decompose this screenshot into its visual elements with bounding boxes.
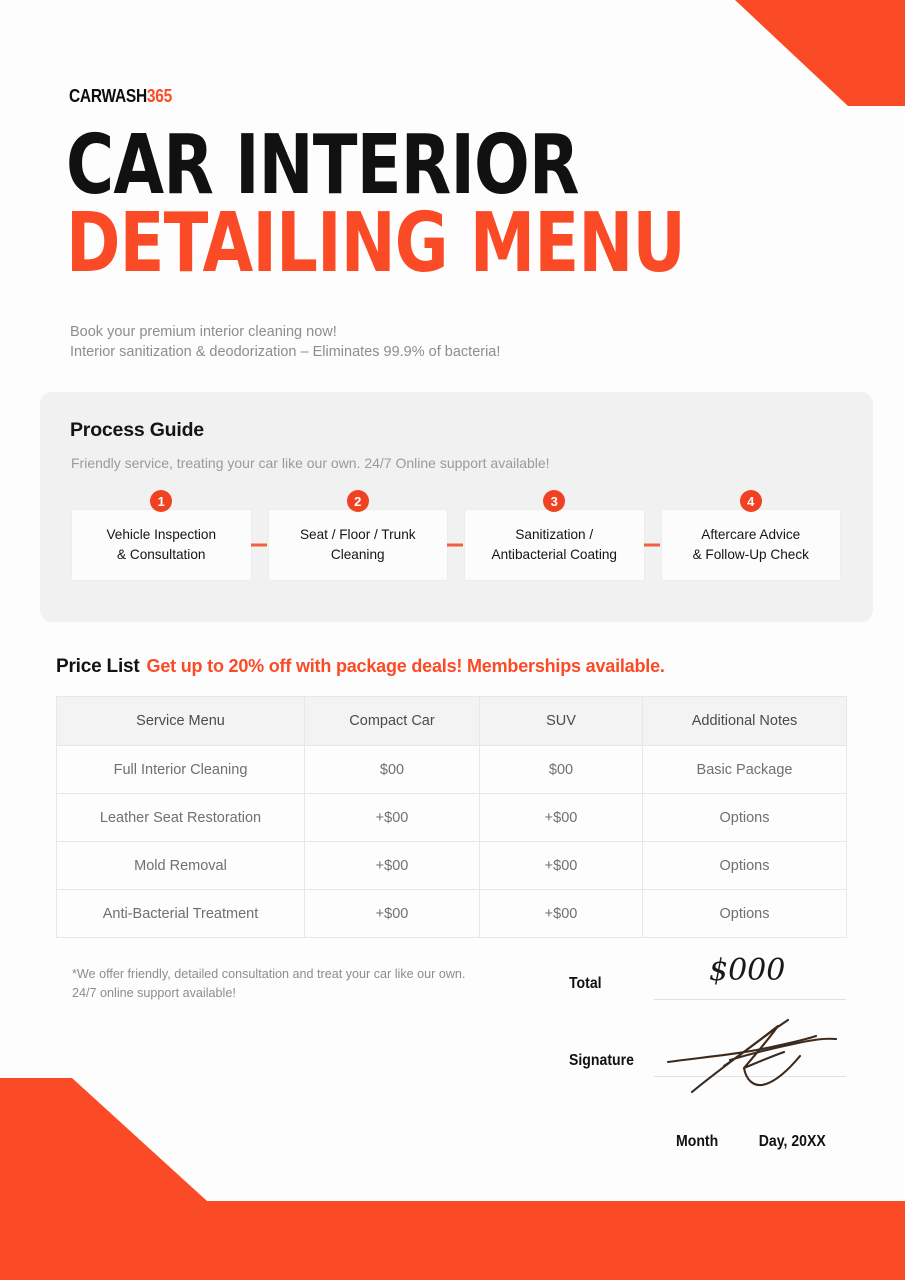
table-cell: +$00 bbox=[480, 794, 643, 842]
table-cell: Anti-Bacterial Treatment bbox=[57, 890, 305, 938]
table-row bbox=[57, 794, 847, 842]
process-step-2 bbox=[268, 493, 449, 581]
table-column-header: SUV bbox=[480, 697, 643, 746]
disclaimer-line-1: *We offer friendly, detailed consultation and treat your car like our own. bbox=[72, 967, 466, 981]
date-row bbox=[676, 1133, 826, 1151]
process-step-label: Aftercare Advice & Follow-Up Check bbox=[692, 527, 809, 562]
table-cell: Mold Removal bbox=[57, 842, 305, 890]
brand-logo-accent: 365 bbox=[146, 86, 172, 106]
table-cell: $00 bbox=[480, 746, 643, 794]
table-header-row bbox=[57, 697, 847, 746]
price-list-title: Price List bbox=[56, 656, 140, 677]
process-steps bbox=[71, 493, 841, 581]
table-cell: +$00 bbox=[480, 842, 643, 890]
disclaimer-line-2: 24/7 online support available! bbox=[72, 986, 236, 1000]
total-label: Total bbox=[569, 975, 602, 992]
step-connector bbox=[644, 544, 660, 547]
date-day-year: Day, 20XX bbox=[758, 1133, 826, 1150]
header-subcopy bbox=[70, 322, 500, 362]
date-month: Month bbox=[676, 1133, 719, 1150]
table-cell: +$00 bbox=[305, 890, 480, 938]
table-cell: +$00 bbox=[305, 794, 480, 842]
title-line-1: CAR INTERIOR bbox=[66, 118, 579, 213]
process-step-1 bbox=[71, 493, 252, 581]
process-guide-title: Process Guide bbox=[70, 419, 204, 441]
total-value: $000 bbox=[709, 953, 786, 988]
brand-logo bbox=[69, 86, 172, 107]
subcopy-line-2: Interior sanitization & deodorization – Eliminates 99.9% of bacteria! bbox=[70, 344, 501, 360]
process-step-label: Vehicle Inspection & Consultation bbox=[106, 527, 217, 562]
price-table bbox=[56, 696, 847, 938]
process-step-label: Seat / Floor / Trunk Cleaning bbox=[299, 527, 416, 562]
process-step-4 bbox=[661, 493, 842, 581]
step-connector bbox=[251, 544, 267, 547]
process-step-label: Sanitization / Antibacterial Coating bbox=[491, 527, 617, 562]
process-guide-subtitle: Friendly service, treating your car like our own. 24/7 Online support available! bbox=[71, 455, 550, 471]
table-row bbox=[57, 842, 847, 890]
step-number-badge: 2 bbox=[347, 490, 369, 512]
top-right-corner-decoration bbox=[700, 0, 905, 106]
brand-logo-main: CARWASH bbox=[69, 86, 147, 106]
page-title bbox=[66, 118, 826, 292]
price-list-heading bbox=[56, 656, 665, 678]
disclaimer-note bbox=[72, 965, 552, 1003]
table-cell: Options bbox=[643, 794, 847, 842]
table-cell: Basic Package bbox=[643, 746, 847, 794]
table-cell: Full Interior Cleaning bbox=[57, 746, 305, 794]
subcopy-line-1: Book your premium interior cleaning now! bbox=[70, 324, 337, 340]
step-number-badge: 3 bbox=[543, 490, 565, 512]
step-connector bbox=[447, 544, 463, 547]
table-column-header: Compact Car bbox=[305, 697, 480, 746]
table-cell: +$00 bbox=[480, 890, 643, 938]
table-cell: +$00 bbox=[305, 842, 480, 890]
step-number-badge: 1 bbox=[150, 490, 172, 512]
step-number-badge: 4 bbox=[740, 490, 762, 512]
table-row bbox=[57, 746, 847, 794]
title-line-2: DETAILING MENU bbox=[66, 196, 685, 292]
process-step-3 bbox=[464, 493, 645, 581]
table-cell: Options bbox=[643, 890, 847, 938]
table-column-header: Service Menu bbox=[57, 697, 305, 746]
table-cell: $00 bbox=[305, 746, 480, 794]
signature-label: Signature bbox=[569, 1052, 634, 1069]
total-underline bbox=[654, 999, 846, 1000]
process-guide-panel bbox=[40, 392, 873, 622]
price-list-promo: Get up to 20% off with package deals! Memberships available. bbox=[146, 656, 665, 676]
table-cell: Options bbox=[643, 842, 847, 890]
table-row bbox=[57, 890, 847, 938]
signature-mark bbox=[664, 1010, 844, 1100]
table-cell: Leather Seat Restoration bbox=[57, 794, 305, 842]
table-column-header: Additional Notes bbox=[643, 697, 847, 746]
